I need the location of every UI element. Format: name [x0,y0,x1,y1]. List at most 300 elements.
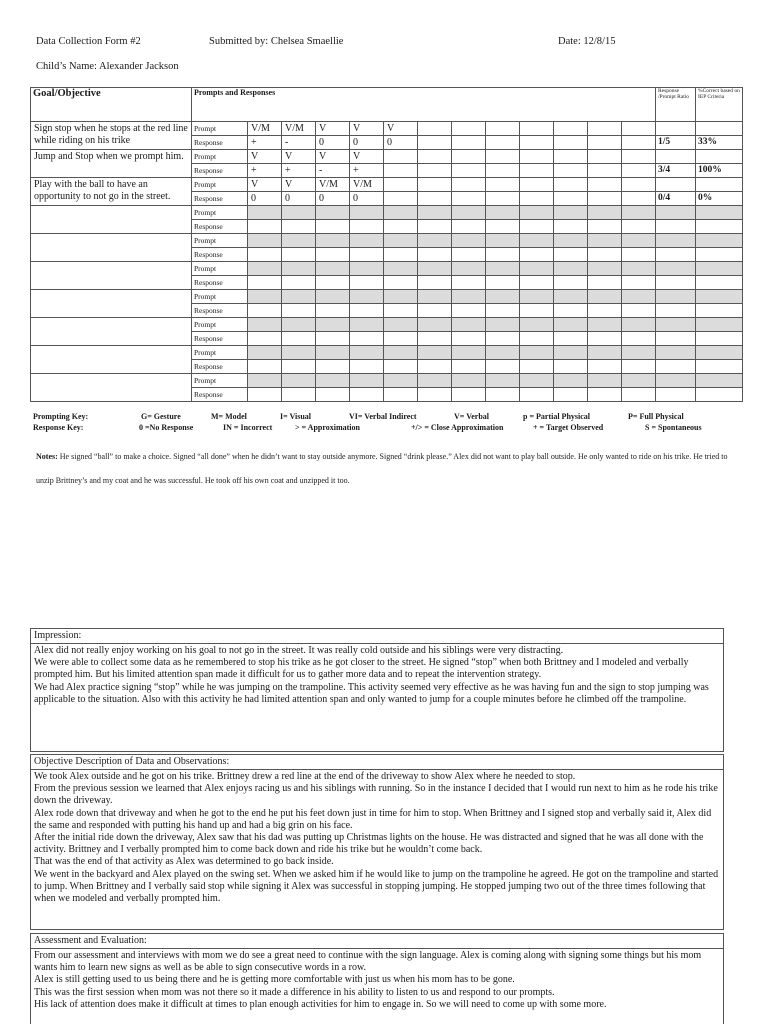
prompt-cell [554,234,588,248]
prompt-label: Prompt [192,318,248,332]
impression-title: Impression: [31,629,723,644]
response-cell: 0 [282,192,316,206]
prompt-cell: V/M [350,178,384,192]
response-cell [418,192,452,206]
prompt-cell [554,262,588,276]
response-cell [384,388,418,402]
prompt-cell [554,346,588,360]
prompt-cell [316,262,350,276]
prompt-cell [656,234,696,248]
prompt-label: Prompt [192,290,248,304]
prompt-label: Prompt [192,150,248,164]
response-cell [316,388,350,402]
percent-cell [696,150,743,164]
response-cell [418,220,452,234]
prompt-cell [696,290,743,304]
response-cell [622,332,656,346]
response-cell [622,388,656,402]
ratio-cell [656,178,696,192]
response-cell [350,360,384,374]
response-cell [282,304,316,318]
prompt-cell [622,346,656,360]
percent-value: 33% [696,136,743,150]
response-cell [622,304,656,318]
prompt-cell [350,206,384,220]
prompt-cell [418,262,452,276]
response-cell [350,220,384,234]
response-cell [384,276,418,290]
prompt-cell [696,262,743,276]
prompt-cell [554,178,588,192]
prompt-cell [622,318,656,332]
prompting-key-item: P= Full Physical [628,412,684,421]
prompt-cell [588,206,622,220]
prompt-cell [486,374,520,388]
prompting-key-item: I= Visual [280,412,312,421]
response-cell [452,388,486,402]
response-key-item: IN = Incorrect [223,423,273,432]
prompt-cell [384,262,418,276]
impression-paragraph: We had Alex practice signing “stop” while he was jumping on the trampoline. This activity seemed very effective as he was having fun and the sign to stop jumping was applicable to the situation. Also with this activity he had limited attention span and only wanted to jump for a couple minutes before he climbed off the trampoline. [34,681,709,705]
percent-cell [696,122,743,136]
prompt-cell [316,346,350,360]
response-cell [656,360,696,374]
response-cell [622,136,656,150]
prompt-cell [696,346,743,360]
prompt-cell [282,346,316,360]
notes-text: He signed “ball” to make a choice. Signed “all done” when he didn’t want to stay outside anymore. Signed “drink please.” Alex did not want to play ball outside. He only wanted to ride on his trike. He tried to unzip Brittney’s and my coat and he was successful. He took off his own coat and unzipped it too. [36,452,728,485]
response-cell [452,192,486,206]
response-cell [384,220,418,234]
assessment-paragraph: His lack of attention does make it difficult at times to plan enough activities for him to engage in. So we will need to come up with some more. [34,998,607,1010]
response-cell: - [282,136,316,150]
prompt-cell [696,206,743,220]
response-cell [622,276,656,290]
prompt-cell [418,178,452,192]
response-cell [248,360,282,374]
response-cell [418,332,452,346]
response-cell: + [248,164,282,178]
assessment-paragraph: From our assessment and interviews with mom we do see a great need to continue with the sign language. Alex is coming along with signing some things but his mom wants him to learn new signs as well as be able to sign consecutive words in a row. [34,950,702,974]
prompt-cell [418,374,452,388]
prompt-cell [554,290,588,304]
response-key-item: 0 =No Response [139,423,194,432]
response-cell [486,164,520,178]
prompt-cell: V [282,178,316,192]
prompt-cell [452,346,486,360]
response-cell [696,220,743,234]
percent-cell [696,178,743,192]
response-cell [588,220,622,234]
prompt-cell [486,318,520,332]
prompt-cell [622,262,656,276]
empty-goal-cell [31,234,192,262]
prompt-cell [452,290,486,304]
response-cell [418,136,452,150]
response-cell [316,360,350,374]
percent-value: 100% [696,164,743,178]
response-cell [554,276,588,290]
prompt-cell: V/M [316,178,350,192]
prompt-cell [384,206,418,220]
prompt-cell [588,346,622,360]
prompt-cell [350,234,384,248]
notes-label: Notes: [36,452,58,461]
response-cell [588,192,622,206]
response-cell [486,136,520,150]
prompt-cell [452,318,486,332]
prompt-cell [282,262,316,276]
prompts-responses-header: Prompts and Responses [192,88,656,122]
prompting-key-item: VI= Verbal Indirect [349,412,417,421]
goal-text: Jump and Stop when we prompt him. [31,150,192,178]
response-cell [486,192,520,206]
response-cell [248,332,282,346]
prompt-cell [696,318,743,332]
prompt-cell [418,234,452,248]
notes [36,445,736,493]
prompt-cell [520,374,554,388]
child-name: Child’s Name: Alexander Jackson [36,61,179,72]
response-cell [486,248,520,262]
response-cell [384,304,418,318]
response-cell [520,164,554,178]
ratio-value: 1/5 [656,136,696,150]
response-cell [588,276,622,290]
prompt-cell [588,262,622,276]
response-cell [588,136,622,150]
prompt-cell [350,374,384,388]
prompt-label: Prompt [192,234,248,248]
submitted-by: Submitted by: Chelsea Smaellie [209,36,344,47]
response-cell [696,388,743,402]
impression-paragraph: We were able to collect some data as he remembered to stop his trike as he got closer to the street. He signed “stop” when both Brittney and I modeled and verbally prompted him. But his limited attention span made it difficult for us to gather more data and to repeat the intervention strategy. [34,657,689,681]
response-cell [520,192,554,206]
prompt-cell [384,150,418,164]
prompt-cell [588,290,622,304]
prompt-cell [588,150,622,164]
goal-objective-header: Goal/Objective [31,88,192,122]
response-cell [486,276,520,290]
objective-title: Objective Description of Data and Observations: [31,755,723,770]
response-label: Response [192,304,248,318]
response-cell [520,332,554,346]
response-cell [418,164,452,178]
percent-correct-header: %Correct based on IEP Criteria [696,88,743,122]
response-cell [452,248,486,262]
prompt-cell [696,234,743,248]
prompt-cell [656,262,696,276]
impression-body [31,644,723,707]
response-cell [656,388,696,402]
prompt-cell [350,346,384,360]
prompt-cell [520,318,554,332]
ratio-value: 0/4 [656,192,696,206]
prompting-key-item: p = Partial Physical [523,412,590,421]
prompt-cell [622,122,656,136]
response-cell [350,248,384,262]
response-cell [588,388,622,402]
prompt-cell [622,290,656,304]
prompt-cell [452,262,486,276]
prompt-cell [486,290,520,304]
response-cell [316,248,350,262]
response-cell [696,248,743,262]
prompt-cell [452,206,486,220]
objective-paragraph: We took Alex outside and he got on his trike. Brittney drew a red line at the end of the driveway to show Alex where he needed to stop. [34,771,576,782]
response-cell [554,304,588,318]
response-cell [418,304,452,318]
response-cell [554,388,588,402]
prompt-cell: V [248,150,282,164]
prompt-cell [486,346,520,360]
prompt-label: Prompt [192,374,248,388]
prompt-cell [554,150,588,164]
prompt-cell [350,262,384,276]
prompt-cell [588,122,622,136]
prompt-cell [282,206,316,220]
response-cell [248,248,282,262]
response-cell [282,388,316,402]
prompt-cell [588,318,622,332]
prompt-cell [520,150,554,164]
prompt-cell [248,290,282,304]
response-cell [452,220,486,234]
response-cell: - [316,164,350,178]
response-cell [588,164,622,178]
response-cell [486,304,520,318]
prompt-cell [350,318,384,332]
prompt-cell [520,178,554,192]
prompt-cell [554,374,588,388]
response-cell [622,220,656,234]
response-cell [588,332,622,346]
prompt-cell [486,206,520,220]
goal-prompt-row [31,150,743,164]
response-cell [452,164,486,178]
assessment-paragraph: Alex is still getting used to us being there and he is getting more comfortable with just us when his mom has to be gone. [34,974,515,986]
empty-goal-cell [31,346,192,374]
prompt-cell [486,150,520,164]
prompt-cell: V [384,122,418,136]
response-cell [622,248,656,262]
response-cell [656,304,696,318]
prompt-cell [588,374,622,388]
prompt-cell [696,374,743,388]
response-cell [520,276,554,290]
prompt-cell [316,234,350,248]
response-key-label: Response Key: [33,423,84,432]
response-cell [486,332,520,346]
response-cell [384,360,418,374]
prompt-cell [384,318,418,332]
prompt-cell [622,150,656,164]
response-cell [486,388,520,402]
prompt-cell [282,234,316,248]
prompt-cell [656,206,696,220]
prompt-cell [588,178,622,192]
empty-prompt-row [31,318,743,332]
prompt-cell [452,234,486,248]
form-date: Date: 12/8/15 [558,36,616,47]
response-cell [384,192,418,206]
prompt-cell [248,234,282,248]
empty-goal-cell [31,318,192,346]
prompt-cell [384,346,418,360]
response-cell: + [248,136,282,150]
prompt-cell [282,290,316,304]
response-cell [520,248,554,262]
prompt-cell [418,150,452,164]
objective-paragraph: Alex rode down that driveway and when he got to the end he put his feet down just in time for him to stop. When Brittney and I signed stop and verbally said it, Alex did the same and responded with putting his hand up and had a big grin on his face. [34,807,712,831]
prompt-cell [316,206,350,220]
response-cell [554,360,588,374]
form-title: Data Collection Form #2 [36,36,141,47]
response-cell [696,276,743,290]
prompt-cell [452,374,486,388]
prompt-cell [282,374,316,388]
impression-paragraph: Alex did not really enjoy working on his goal to not go in the street. It was really cold outside and his siblings were very distracting. [34,645,564,656]
response-label: Response [192,136,248,150]
response-cell [554,164,588,178]
response-cell [622,164,656,178]
assessment-title: Assessment and Evaluation: [31,934,723,949]
prompting-key-item: M= Model [211,412,247,421]
prompt-cell [520,262,554,276]
prompt-cell [452,150,486,164]
prompt-cell [656,318,696,332]
response-cell [384,248,418,262]
prompt-label: Prompt [192,262,248,276]
response-cell: 0 [316,136,350,150]
response-label: Response [192,164,248,178]
response-cell [384,164,418,178]
ratio-cell [656,122,696,136]
prompt-cell [248,318,282,332]
prompting-key-label: Prompting Key: [33,412,89,421]
prompt-cell [452,122,486,136]
goal-text: Sign stop when he stops at the red line while riding on his trike [31,122,192,150]
response-cell [486,220,520,234]
objective-paragraph: From the previous session we learned that Alex enjoys racing us and his siblings with running. So in the instance I decided that I would run next to him as he rode his trike down the driveway. [34,783,718,807]
response-cell [696,360,743,374]
impression-section [30,628,724,752]
prompt-cell [520,290,554,304]
response-cell [452,332,486,346]
prompt-cell [418,290,452,304]
prompt-cell [520,122,554,136]
prompt-cell: V [316,122,350,136]
response-cell [248,220,282,234]
prompt-label: Prompt [192,346,248,360]
objective-paragraph: We went in the backyard and Alex played on the swing set. When we asked him if he would like to jump on the trampoline he agreed. He got on the trampoline and started to jump. When Brittney and I verbally said stop while signing it Alex was successful in stopping jumping. He stopped jumping two out of the three times following that when we modeled and verbally prompted him. [34,868,719,905]
objective-body [31,770,723,906]
response-cell [452,304,486,318]
response-cell [520,136,554,150]
response-cell: 0 [316,192,350,206]
response-cell [588,304,622,318]
prompt-cell [316,318,350,332]
response-key-item: > = Approximation [295,423,360,432]
prompt-cell [588,234,622,248]
response-cell: 0 [350,192,384,206]
empty-goal-cell [31,262,192,290]
response-cell [520,304,554,318]
objective-paragraph: After the initial ride down the driveway, Alex saw that his dad was putting up Christmas lights on the house. He was distracted and signed that he was all done with the activity. Brittney and I verbally prompted him to come back down and ride his trike but he wouldn’t come back. [34,832,704,856]
response-label: Response [192,192,248,206]
response-cell [656,248,696,262]
response-cell [350,388,384,402]
prompt-cell [418,318,452,332]
prompt-cell [248,262,282,276]
response-cell [588,248,622,262]
prompt-cell [486,122,520,136]
prompt-cell [622,206,656,220]
response-cell: 0 [350,136,384,150]
goal-prompt-row [31,178,743,192]
response-label: Response [192,332,248,346]
empty-prompt-row [31,374,743,388]
prompt-cell [350,290,384,304]
prompt-cell [384,290,418,304]
assessment-body [31,949,723,1012]
response-cell [418,248,452,262]
assessment-paragraph: This was the first session when mom was not there so it made a difference in his ability to listen to us and respond to our prompts. [34,986,555,998]
prompting-key-item: V= Verbal [454,412,490,421]
prompt-cell [316,374,350,388]
response-cell [418,388,452,402]
empty-goal-cell [31,206,192,234]
empty-prompt-row [31,346,743,360]
response-cell [418,360,452,374]
prompt-cell [622,374,656,388]
response-cell [554,248,588,262]
prompt-cell [248,206,282,220]
prompt-cell [656,374,696,388]
empty-goal-cell [31,374,192,402]
empty-prompt-row [31,234,743,248]
response-key-item: + = Target Observed [533,423,604,432]
response-label: Response [192,276,248,290]
prompt-cell: V [350,150,384,164]
prompting-key-item: G= Gesture [141,412,181,421]
prompt-cell [384,234,418,248]
prompt-cell [418,206,452,220]
response-cell [316,304,350,318]
prompt-cell: V [316,150,350,164]
response-cell [248,276,282,290]
prompt-cell: V/M [282,122,316,136]
response-cell [418,276,452,290]
ratio-header: Response /Prompt Ratio [656,88,696,122]
response-cell [656,332,696,346]
response-cell [622,192,656,206]
assessment-section [30,933,724,1024]
prompt-cell [622,178,656,192]
empty-prompt-row [31,262,743,276]
response-cell [350,332,384,346]
prompt-cell: V [350,122,384,136]
prompt-cell [316,290,350,304]
prompt-cell [486,234,520,248]
response-cell [350,304,384,318]
response-cell [520,360,554,374]
response-cell [452,360,486,374]
empty-goal-cell [31,290,192,318]
prompt-cell [384,374,418,388]
response-label: Response [192,248,248,262]
objective-paragraph: That was the end of that activity as Alex was determined to go back inside. [34,856,334,868]
